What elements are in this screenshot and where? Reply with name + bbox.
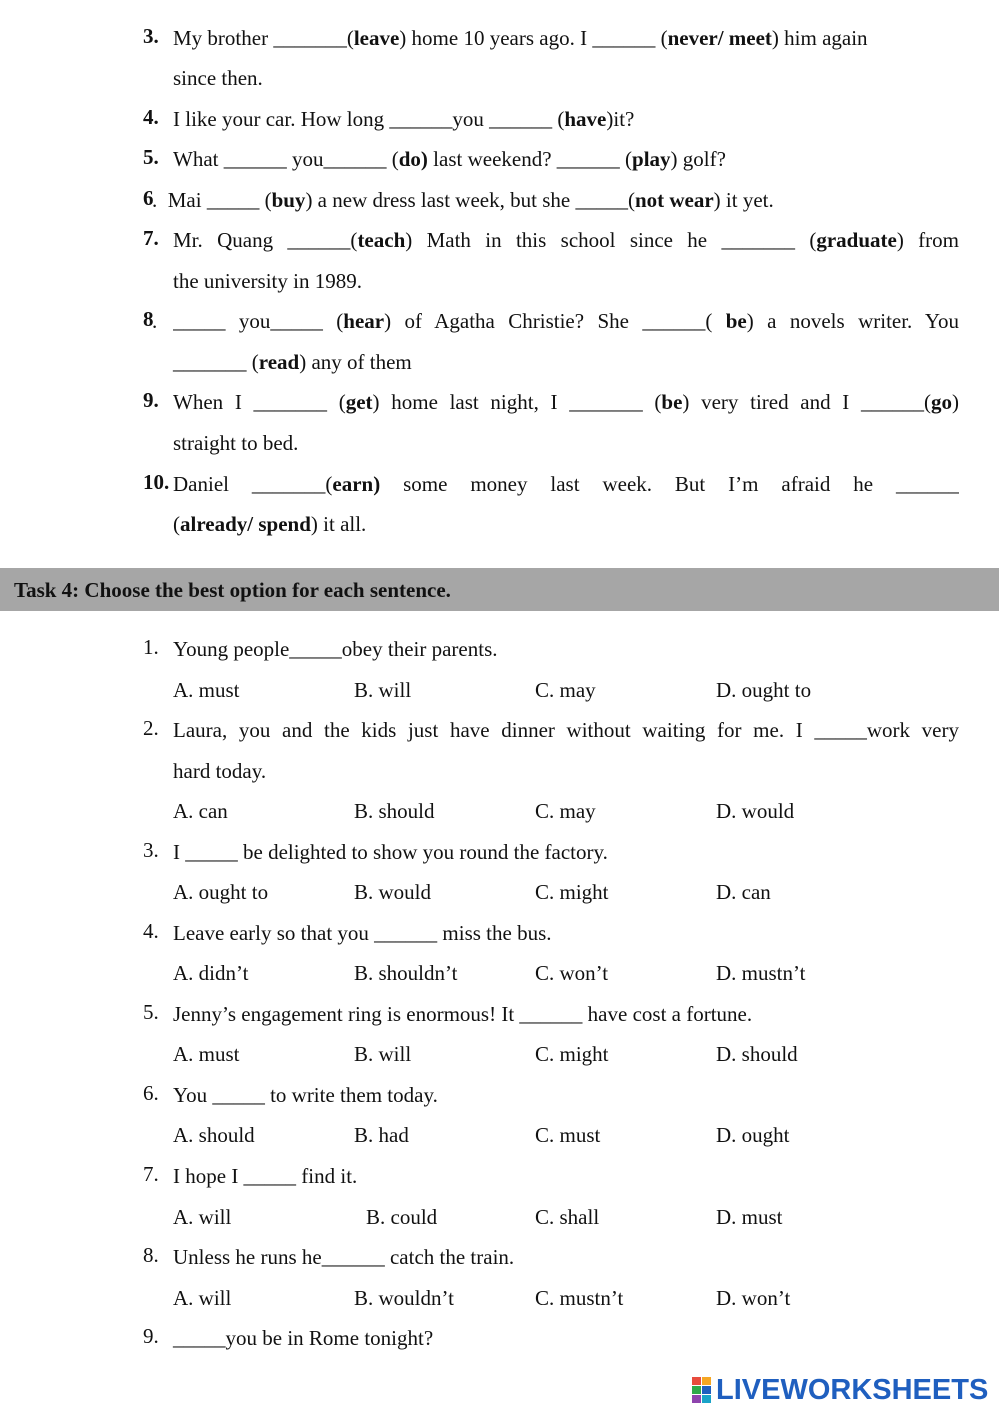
option-d[interactable]: D. ought to [716, 678, 812, 702]
question-text: You _____ to write them today. [173, 1083, 438, 1107]
question-number: 8. [143, 1243, 159, 1267]
question-text: Leave early so that you ______ miss the bus. [173, 921, 552, 945]
task3-item-number: 5. [143, 145, 159, 169]
option-c[interactable]: C. may [535, 799, 596, 823]
task3-item-10-line-1: Daniel _______(earn) some money last week. But I’m afraid he ______ [173, 472, 959, 496]
question-number: 6. [143, 1081, 159, 1105]
option-d[interactable]: D. ought [716, 1123, 790, 1147]
option-a[interactable]: A. should [173, 1123, 255, 1147]
question-text: Laura, you and the kids just have dinner without waiting for me. I _____work very [173, 718, 959, 742]
option-c[interactable]: C. mustn’t [535, 1286, 624, 1310]
option-d[interactable]: D. can [716, 880, 771, 904]
task3-item-8-line-1: _____ you_____ (hear) of Agatha Christie? She ______( be) a novels writer. You [173, 309, 959, 333]
option-a[interactable]: A. can [173, 799, 228, 823]
question-text: I hope I _____ find it. [173, 1164, 358, 1188]
task3-item-number: 4. [143, 105, 159, 129]
option-a[interactable]: A. must [173, 678, 240, 702]
question-text: I _____ be delighted to show you round the factory. [173, 840, 608, 864]
option-a[interactable]: A. will [173, 1286, 232, 1310]
task3-item-8-line-2: _______ (read) any of them [173, 350, 412, 374]
question-text: Jenny’s engagement ring is enormous! It ______ have cost a fortune. [173, 1002, 753, 1026]
question-number: 4. [143, 919, 159, 943]
option-a[interactable]: A. must [173, 1042, 240, 1066]
task3-item-3-line-1: My brother _______(leave) home 10 years ago. I ______ (never/ meet) him again [173, 26, 868, 50]
option-c[interactable]: C. must [535, 1123, 601, 1147]
option-c[interactable]: C. might [535, 880, 609, 904]
task3-item-number: 9. [143, 388, 159, 412]
option-c[interactable]: C. won’t [535, 961, 609, 985]
task3-item-8-dot: . [152, 309, 158, 333]
option-b[interactable]: B. will [354, 1042, 412, 1066]
task3-item-3-line-2: since then. [173, 66, 263, 90]
task3-item-4: I like your car. How long ______you ______ (have)it? [173, 107, 635, 131]
option-d[interactable]: D. must [716, 1205, 783, 1229]
question-number: 2. [143, 716, 159, 740]
task3-item-6: . Mai _____ (buy) a new dress last week, but she _____(not wear) it yet. [152, 188, 774, 212]
question-number: 5. [143, 1000, 159, 1024]
task3-item-9-line-2: straight to bed. [173, 431, 299, 455]
task4-header-bar [0, 568, 999, 611]
task3-item-7-line-1: Mr. Quang ______(teach) Math in this school since he _______ (graduate) from [173, 228, 959, 252]
task3-item-number: 6 [143, 186, 154, 210]
option-a[interactable]: A. ought to [173, 880, 269, 904]
question-number: 7. [143, 1162, 159, 1186]
option-b[interactable]: B. had [354, 1123, 409, 1147]
task3-item-number: 3. [143, 24, 159, 48]
option-a[interactable]: A. didn’t [173, 961, 249, 985]
question-number: 9. [143, 1324, 159, 1348]
task3-item-10-line-2: (already/ spend) it all. [173, 512, 367, 536]
task3-item-number: 7. [143, 226, 159, 250]
option-b[interactable]: B. could [366, 1205, 438, 1229]
task3-item-7-line-2: the university in 1989. [173, 269, 362, 293]
task3-item-5: What ______ you______ (do) last weekend? ______ (play) golf? [173, 147, 726, 171]
question-number: 1. [143, 635, 159, 659]
question-text: Unless he runs he______ catch the train. [173, 1245, 515, 1269]
question-text-continued: hard today. [173, 759, 267, 783]
option-a[interactable]: A. will [173, 1205, 232, 1229]
liveworksheets-logo-icon [692, 1377, 712, 1403]
option-b[interactable]: B. would [354, 880, 432, 904]
option-b[interactable]: B. should [354, 799, 435, 823]
liveworksheets-logo[interactable] [692, 1374, 988, 1406]
option-c[interactable]: C. shall [535, 1205, 600, 1229]
option-b[interactable]: B. shouldn’t [354, 961, 458, 985]
option-d[interactable]: D. should [716, 1042, 798, 1066]
option-c[interactable]: C. might [535, 1042, 609, 1066]
task4-title: Task 4: Choose the best option for each sentence. [14, 578, 451, 602]
option-d[interactable]: D. mustn’t [716, 961, 806, 985]
question-number: 3. [143, 838, 159, 862]
option-d[interactable]: D. would [716, 799, 795, 823]
option-b[interactable]: B. will [354, 678, 412, 702]
task3-item-number: 10. [143, 470, 170, 494]
task3-item-number: 8 [143, 307, 154, 331]
liveworksheets-logo-text: LIVEWORKSHEETS [716, 1373, 989, 1406]
option-b[interactable]: B. wouldn’t [354, 1286, 454, 1310]
option-d[interactable]: D. won’t [716, 1286, 791, 1310]
task3-item-9-line-1: When I _______ (get) home last night, I _______ (be) very tired and I ______(go) [173, 390, 959, 414]
option-c[interactable]: C. may [535, 678, 596, 702]
question-text: _____you be in Rome tonight? [173, 1326, 434, 1350]
question-text: Young people_____obey their parents. [173, 637, 498, 661]
